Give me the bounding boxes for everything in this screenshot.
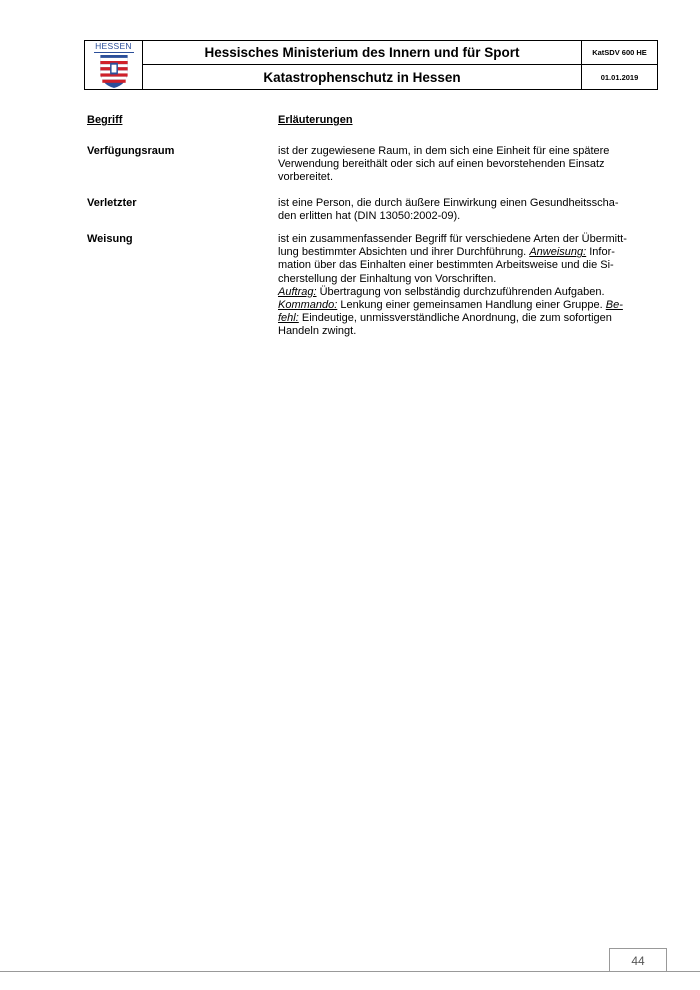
keyword-anweisung: Anweisung:	[529, 246, 587, 259]
document-code: KatSDV 600 HE	[582, 41, 657, 65]
keyword-kommando: Kommando:	[278, 299, 338, 312]
keyword-befehl-part1: Be-	[605, 299, 623, 312]
hessen-logo	[85, 41, 143, 89]
logo-wordmark: HESSEN	[95, 41, 132, 51]
term-weisung: Weisung	[87, 233, 133, 245]
coat-of-arms-icon	[99, 54, 129, 89]
footer-divider	[0, 971, 700, 972]
document-date: 01.01.2019	[600, 72, 639, 82]
ministry-title: Hessisches Ministerium des Innern und für Sport	[143, 41, 582, 65]
explanation-verfuegungsraum: ist der zugewiesene Raum, in dem sich eine Einheit für eine spätere Verwendung bereithält oder sich auf einen bevorstehenden Einsatz vorbereitet.	[278, 145, 610, 184]
keyword-auftrag: Auftrag:	[278, 285, 317, 298]
page-number: 44	[609, 948, 667, 972]
explanation-weisung: ist ein zusammenfassender Begriff für verschiedene Arten der Übermitt- lung bestimmter Absichten und ihrer Durchführung. Anweisung: Infor- mation über das Einhalten einer bestimmten Arbeitsweise und die Si- cherstellung der Einhaltung von Vorschriften. Auftrag: Übertragung von selbständig durchzuführenden Aufgaben. Kommando: Lenkung einer gemeinsamen Handlung einer Gruppe. Be- fehl: Eindeutige, unmissverständliche Anordnung, die zum sofortigen Handeln zwingt.	[278, 233, 627, 338]
column-header-term: Begriff	[87, 114, 123, 126]
keyword-befehl-part2: fehl:	[278, 312, 299, 325]
term-verletzter: Verletzter	[87, 197, 137, 209]
term-verfuegungsraum: Verfügungsraum	[87, 145, 175, 157]
explanation-verletzter: ist eine Person, die durch äußere Einwirkung einen Gesundheitsscha- den erlitten hat (DIN 13050:2002-09).	[278, 197, 619, 223]
column-header-explanation: Erläuterungen	[278, 114, 353, 126]
document-subtitle: Katastrophenschutz in Hessen	[143, 65, 582, 89]
document-header	[84, 40, 658, 90]
